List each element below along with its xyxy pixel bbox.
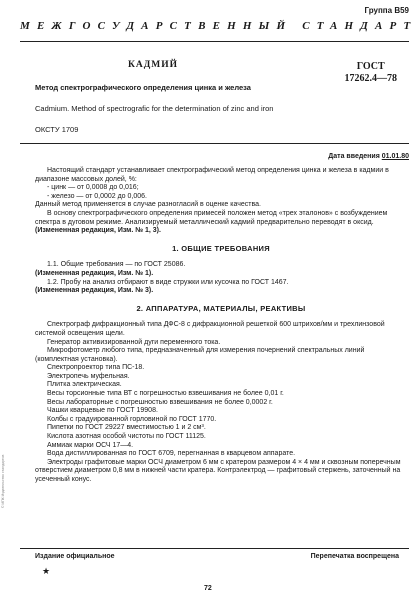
english-subtitle: Cadmium. Method of spectrografic for the determination of zinc and iron <box>35 104 274 113</box>
section-heading: 1. ОБЩИЕ ТРЕБОВАНИЯ <box>172 243 270 253</box>
equipment-list <box>35 321 407 484</box>
equipment-item: Кислота азотная особой чистоты по ГОСТ 11125. <box>47 433 206 441</box>
equipment-item: Аммиак марки ОСЧ 17—4. <box>47 441 134 449</box>
equipment-item: Колбы с градуированной горловиной по ГОСТ 1770. <box>47 415 217 423</box>
standard-banner: МЕЖГОСУДАРСТВЕННЫЙ СТАНДАРТ <box>20 20 418 32</box>
equipment-item: Электропечь муфельная. <box>47 372 130 380</box>
equipment-item: Генератор активизированной дуги переменного тока. <box>47 338 221 346</box>
group-code: Группа В59 <box>364 6 409 15</box>
document-body <box>35 167 407 485</box>
intro-paragraph: Настоящий стандарт устанавливает спектрографический метод определения цинка и железа в кадмии в диапазоне массовых долей, %: <box>35 167 389 183</box>
equipment-item: Микрофотометр любого типа, предназначенный для измерения почернений спектральных линий (комплектная установка). <box>35 347 365 363</box>
title-rule <box>20 143 409 144</box>
equipment-item: Чашки кварцевые по ГОСТ 19908. <box>47 407 158 415</box>
amendment-note: (Измененная редакция, Изм. № 1, 3). <box>35 227 161 235</box>
intro-date-value: 01.01.80 <box>381 153 409 160</box>
intro-paragraph: В основу спектрографического определения примесей положен метод «трех эталонов» с возбуждением спектра в дуговом режиме. Анализируемый металлический кадмий предварительно переводят в оксид. <box>35 209 388 226</box>
clause: 1.2. Пробу на анализ отбирают в виде стружки или кусочка по ГОСТ 1467. <box>47 278 289 286</box>
intro-list-item: - цинк — от 0,0008 до 0,016; <box>47 184 139 192</box>
equipment-item: Пипетки по ГОСТ 29227 вместимостью 1 и 2 см³. <box>47 424 206 432</box>
equipment-item: Плитка электрическая. <box>47 381 122 389</box>
page-number: 72 <box>204 585 212 592</box>
official-edition-label: Издание официальное <box>35 553 115 560</box>
intro-paragraph: Данный метод применяется в случае разногласий в оценке качества. <box>35 201 261 209</box>
equipment-item: Спектрограф дифракционный типа ДФС-8 с дифракционной решеткой 600 штрихов/мм и трехлинзовой системой освещения щели. <box>35 321 385 337</box>
equipment-item: Весы лабораторные с погрешностью взвешивания не более 0,0002 г. <box>47 398 273 406</box>
document-title: КАДМИЙ <box>128 60 179 70</box>
clause: 1.1. Общие требования — по ГОСТ 25086. <box>47 261 186 269</box>
equipment-item: Вода дистиллированная по ГОСТ 6709, перегнанная в кварцевом аппарате. <box>47 450 296 458</box>
gost-block <box>345 61 398 85</box>
russian-subtitle: Метод спектрографического определения цинка и железа <box>35 83 251 92</box>
intro-date <box>328 153 409 160</box>
equipment-item: Спектропроектор типа ПС-18. <box>47 364 145 372</box>
reprint-prohibited-label: Перепечатка воспрещена <box>310 553 399 560</box>
intro-date-label: Дата введения <box>328 153 380 160</box>
gost-number: 17262.4—78 <box>344 73 397 84</box>
section-heading: 2. АППАРАТУРА, МАТЕРИАЛЫ, РЕАКТИВЫ <box>136 303 306 313</box>
equipment-item: Весы торсионные типа ВТ с погрешностью взвешивания не более 0,01 г. <box>47 390 284 398</box>
footer-rule <box>20 548 409 549</box>
okstu-code: ОКСТУ 1709 <box>35 125 79 134</box>
gost-label: ГОСТ <box>356 61 385 72</box>
equipment-item: Электроды графитовые марки ОСЧ диаметром 6 мм с кратером размером 4 × 4 мм и сквозным поперечным отверстием диаметром 0,8 мм в нижней части кратера. Контрэлектрод — графитовый стержень, заточенный на усеченный конус. <box>35 458 401 483</box>
top-rule <box>20 41 409 42</box>
margin-imprint: © ИПК Издательство стандартов <box>1 454 5 508</box>
amendment-note: (Измененная редакция, Изм. № 1). <box>35 269 154 277</box>
star-icon: ★ <box>42 566 51 576</box>
intro-list-item: - железо — от 0,0002 до 0,006. <box>47 192 147 200</box>
amendment-note: (Измененная редакция, Изм. № 3). <box>35 287 154 295</box>
